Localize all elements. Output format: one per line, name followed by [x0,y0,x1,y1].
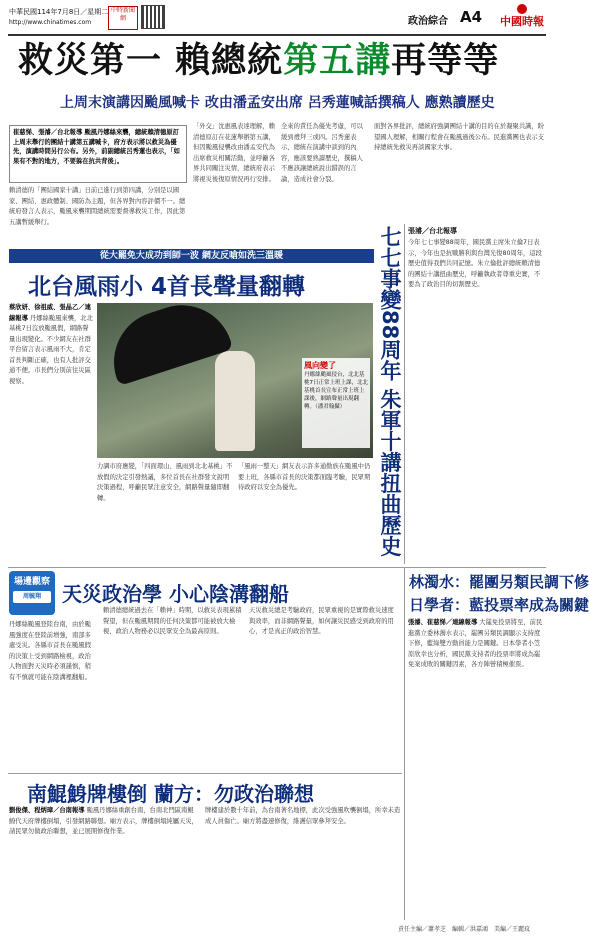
story5-headline-a: 林濁水：罷團另類民調下修 [409,573,589,591]
section-name: 政治綜合 [408,16,448,27]
story4-body-a: 劉俊傑、程炳璋／台南報導 颱風丹娜絲重創台南，台南北門區南鯤鯓代天府牌樓倒塌，引發網路聯想。廟方表示，牌樓倒塌純屬天災，請民眾勿做政治聯想，並已展開修復作業。 [9,807,198,835]
main-subhead: 上周末演講因颱風喊卡 改由潘孟安出席 呂秀蓮喊話撰稿人 應熟讀歷史 [60,95,495,111]
editor-credits: 責任主編／蕭孝芝 編輯／洪嘉鴻 美編／王麗玟 [398,926,531,933]
lead-byline: 崔慈悌、張濬／台北報導 [13,129,83,136]
story2-body-b: 力調市府應變，「四面環山、風雨到北北基桃」不放假的決定引發熱議，多位首長在社群發文說明決策過程，呼籲民眾注意安全，網路聲量隨即翻轉。 [97,463,233,502]
main-body-a: 賴清德的「團結國家十講」日前已進行到第四講，分別是以國家、團結、憲政體制、國防為主題，但各界對內容評價不一。總統府發言人表示，颱風來襲期間總統需要督導救災工作，因此第五講暫緩舉行。 [9,187,186,226]
typhoon-photo [97,303,373,458]
brand-logo: 中國時報 [499,4,545,34]
watch-body-b: 賴清德總統過去在「賴神」時期，以救災表現累積聲望，但在颱風期間的任何決策都可能被放大檢視，政治人物務必以民眾安全為最高原則。 [103,607,242,635]
watch-body-a: 丹娜絲颱風登陸台南，由於颱風強度在登陸前增強，南部多處受災。各縣市首長在颱風假的決策上受到網路檢視，政治人物面對天災時必須謹慎，稍有不慎就可能在陰溝裡翻船。 [9,621,91,681]
sun-logo-icon [517,4,527,14]
qr-code-icon[interactable] [141,5,165,29]
lead-paragraph: 崔慈悌、張濬／台北報導 颱風丹娜絲來襲，總統賴清德原訂上周末舉行的團結十講第五講喊卡，府方表示將以救災為優先，演講時間另行公布。另外，前副總統呂秀蓮也表示，「如果有不對的地方，不要躲在抗共背後」。 [9,125,187,183]
story5-headline-b: 日學者：藍投票率成為關鍵 [409,596,589,614]
column-vertical-title: 七七事變88周年 朱軍十講扭曲歷史 [378,226,402,557]
watch-badge: 場邊觀察 周毓翔 [9,571,55,615]
story4-divider [8,773,402,774]
site-url[interactable]: http://www.chinatimes.com [9,19,92,26]
story2-body-c: 「風雨一整天」網友表示許多通勤族在颱風中仍要上班，各縣市首長的決策都面臨考驗，民眾期待政府以安全為優先。 [238,463,371,491]
column-divider [404,224,405,564]
story4-headline: 南鯤鯓牌樓倒 蘭方：勿政治聯想 [27,782,314,806]
story2-body-a: 蔡欣妍、徐祖威、張晶乙／連線報導 丹娜絲颱風來襲，北北基桃7日沒放颱風假，網路聲量出現變化。不少網友在社群平台留言表示風雨不大，肯定首長判斷正確，也有人批評交通不便。市長們分別前往災區視察。 [9,304,93,385]
story2-banner: 從大罷免大成功到師一波 網友反嗆如洗三溫暖 [9,249,374,263]
story5-divider [404,568,405,920]
main-headline: 救災第一 賴總統第五講再等等 [18,41,500,81]
issue-date: 中華民國114年7月8日／星期二 [9,8,109,16]
header-rule [8,34,546,36]
news-logo: 中時新聞網 [108,6,138,30]
watch-headline: 天災政治學 小心陰溝翻船 [62,582,289,606]
umbrella-shape [101,292,234,386]
main-body-c: 全來的責任為優先考慮，可以緩到禮拜三或四。呂秀蓮表示，總統在演講中談到的內容，應該要熟讀歷史，撰稿人不應該讓總統說出錯誤的言論，造成社會分裂。 [281,123,363,183]
person-shape [215,351,255,451]
photo-caption: 風向變了 丹娜絲颱風侵台，北北基桃7日正常上班上課，北北基桃首長宣布正常上班上課後，網路聲量出現翻轉。（潘君翰攝） [302,358,370,448]
section-divider [8,567,546,568]
main-body-d: 面對各界批評，總統府強調團結十講的目的在於凝聚共識，盼望國人理解，相關行程會在颱風過後公布。民進黨團也表示支持總統先救災再談國家大事。 [374,123,545,151]
main-body-b: 「外交」沈惠風表達理解，賴清德原訂在花蓮舉辦第五講，但因颱風侵襲改由潘孟安代為出席救災相關活動，並呼籲各界共同關注災情，總統府表示將視災後復原情況再行安排。 [193,123,275,183]
story4-body-b: 牌樓建於數十年前，為台南著名地標，此次受強風吹襲倒塌，所幸未造成人員傷亡。廟方將盡速修復，維護信眾參拜安全。 [205,807,401,825]
column-byline: 張濬／台北報導 [408,227,457,235]
column-body: 今年七七事變88周年，國民黨主席朱立倫7日表示，今年也是抗戰勝利與台灣光復80周年，這段歷史值得我們共同記憶。朱立倫批評總統賴清德的團結十講扭曲歷史，呼籲執政者尊重史實，不要為了政治目的切割歷史。 [408,239,542,288]
story5-body: 張濬、崔慈悌／連線報導 大罷免投票將至，前民進黨立委林濁水表示，罷團另類民調顯示支持度下修，藍綠雙方動員能力是關鍵。日本學者小笠原欣幸也分析，國民黨支持者的投票率將成為罷免案成敗的關鍵因素，各方陣營積極催票。 [408,619,543,668]
page-number: A4 [460,8,483,26]
watch-body-c: 天災救災總是考驗政府，民眾重視的是實際救災速度與效率，而非網路聲量，如何讓災民感受到政府的用心，才是真正的政治智慧。 [249,607,394,635]
story2-headline: 北台風雨小 4首長聲量翻轉 [28,274,306,300]
